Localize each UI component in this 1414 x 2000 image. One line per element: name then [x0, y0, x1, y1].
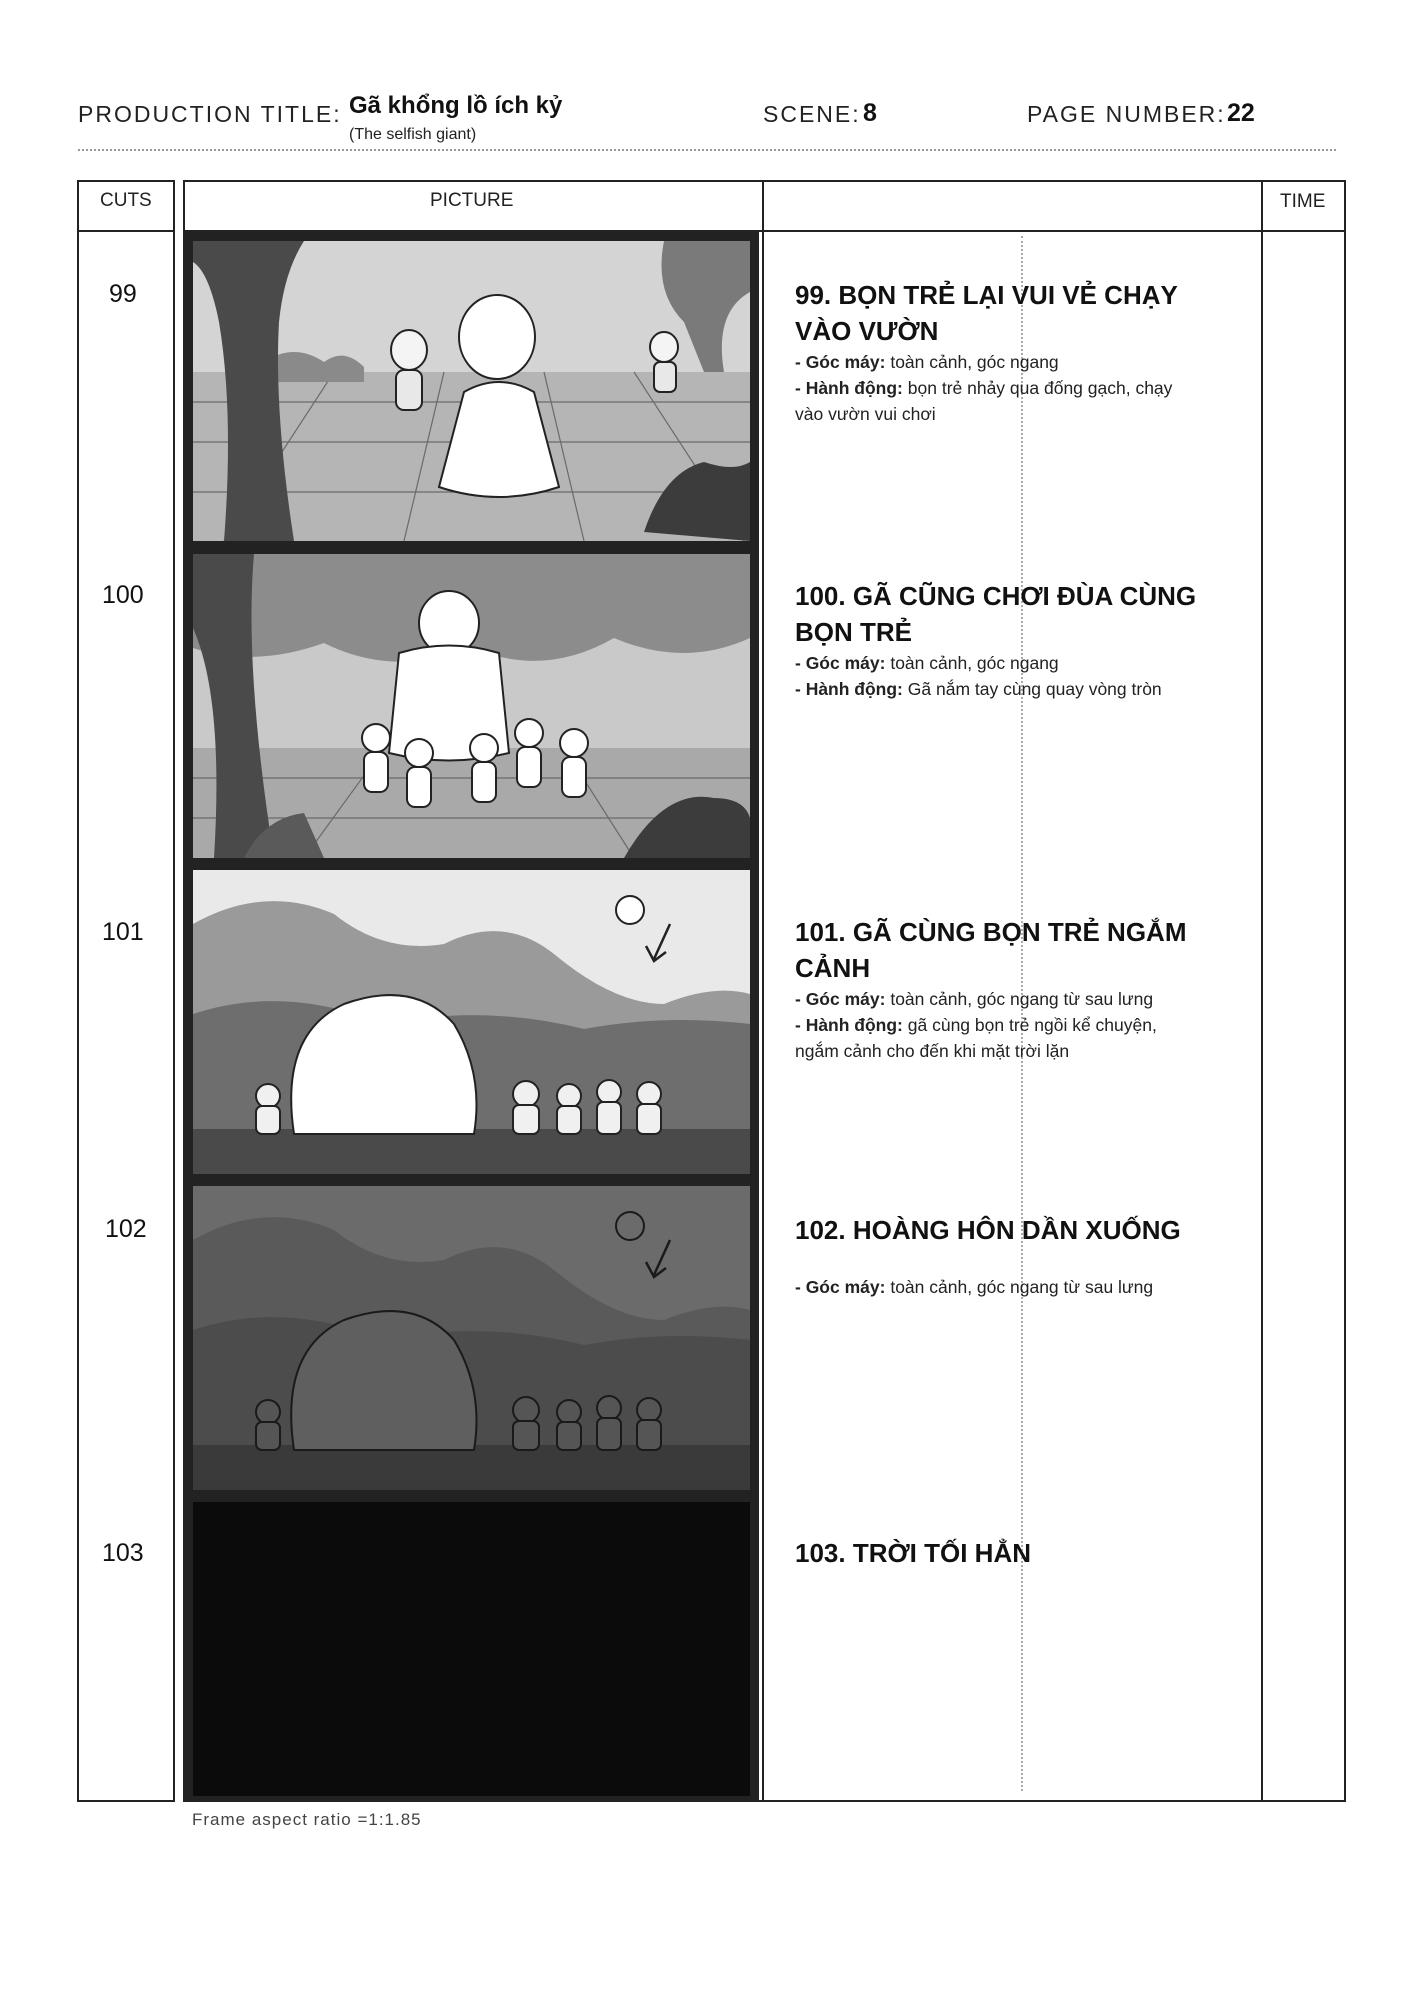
cut-number-102: 102	[105, 1215, 147, 1243]
shot-title-line: BỌN TRẺ	[795, 617, 912, 647]
cut-number-101: 101	[102, 918, 144, 946]
shot-100-description	[795, 578, 1215, 702]
cuts-header-rule	[77, 230, 175, 232]
time-divider	[1261, 180, 1263, 1802]
action-line	[795, 1012, 1215, 1038]
camera-angle-value: toàn cảnh, góc ngang từ sau lưng	[890, 989, 1154, 1009]
shot-title-line: 102. HOÀNG HÔN DẦN XUỐNG	[795, 1215, 1181, 1245]
frame-102-dusk-falls	[184, 1180, 759, 1496]
camera-angle-label: - Góc máy:	[795, 653, 886, 673]
picture-divider	[762, 180, 764, 1802]
header-divider	[78, 149, 1336, 151]
action-value: gã cùng bọn trẻ ngồi kể chuyện,	[907, 1015, 1157, 1035]
frame-99-kids-run-into-garden	[184, 232, 759, 548]
action-label: - Hành động:	[795, 679, 903, 699]
frame-aspect-ratio-note: Frame aspect ratio =1:1.85	[192, 1810, 422, 1829]
camera-angle-label: - Góc máy:	[795, 352, 886, 372]
camera-angle-label: - Góc máy:	[795, 1277, 886, 1297]
production-subtitle: (The selfish giant)	[349, 126, 477, 143]
scene-label: SCENE:	[763, 101, 861, 127]
camera-angle-value: toàn cảnh, góc ngang từ sau lưng	[890, 1277, 1154, 1297]
camera-angle-value: toàn cảnh, góc ngang	[890, 352, 1059, 372]
shot-101-description	[795, 914, 1215, 1064]
frame-101-watching-sunset	[184, 864, 759, 1180]
action-line-cont: vào vườn vui chơi	[795, 404, 936, 424]
shot-title-line: 99. BỌN TRẺ LẠI VUI VẺ CHẠY	[795, 280, 1178, 310]
shot-title-line: CẢNH	[795, 953, 871, 983]
page-number: 22	[1227, 99, 1255, 127]
action-value: Gã nắm tay cùng quay vòng tròn	[907, 679, 1162, 699]
frame-103-night	[184, 1496, 759, 1802]
cut-number-100: 100	[102, 581, 144, 609]
cut-number-103: 103	[102, 1539, 144, 1567]
shot-99-description	[795, 277, 1215, 427]
time-header: TIME	[1280, 191, 1326, 212]
action-line	[795, 375, 1215, 401]
scene-number: 8	[863, 99, 877, 127]
shot-title-line: 101. GÃ CÙNG BỌN TRẺ NGẮM	[795, 917, 1187, 947]
camera-angle-line	[795, 349, 1215, 375]
camera-angle-value: toàn cảnh, góc ngang	[890, 653, 1059, 673]
action-label: - Hành động:	[795, 1015, 903, 1035]
camera-angle-line	[795, 986, 1215, 1012]
shot-title-line: 103. TRỜI TỐI HẲN	[795, 1538, 1031, 1568]
shot-title-line: 100. GÃ CŨNG CHƠI ĐÙA CÙNG	[795, 581, 1197, 611]
action-value: bọn trẻ nhảy qua đống gạch, chạy	[907, 378, 1173, 398]
camera-angle-label: - Góc máy:	[795, 989, 886, 1009]
camera-angle-line	[795, 650, 1215, 676]
frame-100-giant-plays-with-kids	[184, 548, 759, 864]
action-line-cont: ngắm cảnh cho đến khi mặt trời lặn	[795, 1041, 1070, 1061]
page-number-label: PAGE NUMBER:	[1027, 101, 1226, 127]
camera-angle-line	[795, 1274, 1215, 1300]
action-label: - Hành động:	[795, 378, 903, 398]
cut-number-99: 99	[109, 280, 137, 308]
action-line	[795, 676, 1215, 702]
shot-103-description	[795, 1535, 1215, 1571]
shot-102-description	[795, 1212, 1215, 1300]
production-title-label: PRODUCTION TITLE:	[78, 101, 342, 127]
picture-header: PICTURE	[430, 190, 514, 211]
production-title: Gã khổng lồ ích kỷ	[349, 92, 563, 119]
cuts-header: CUTS	[100, 190, 152, 211]
shot-title-line: VÀO VƯỜN	[795, 316, 939, 346]
